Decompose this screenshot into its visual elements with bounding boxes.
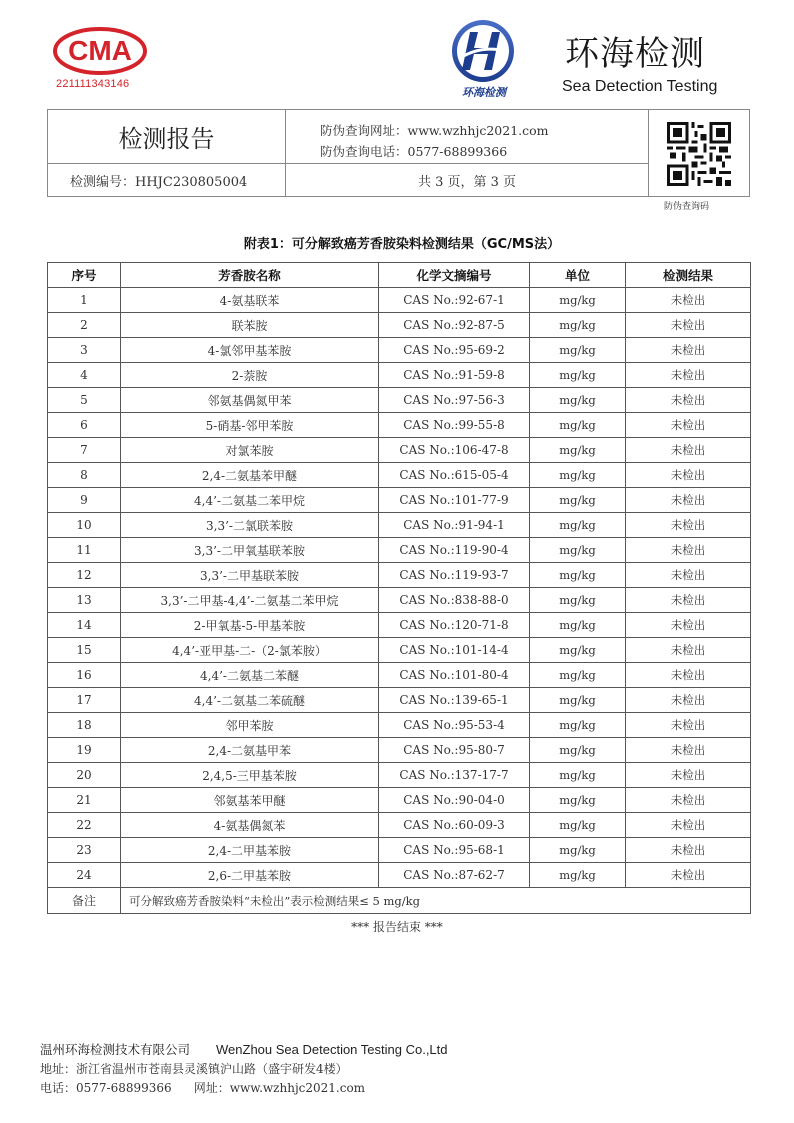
cell-unit: mg/kg <box>530 338 626 363</box>
cell-cas: CAS No.:97-56-3 <box>379 388 530 413</box>
footer-company-en: WenZhou Sea Detection Testing Co.,Ltd <box>216 1042 448 1057</box>
cell-unit: mg/kg <box>530 588 626 613</box>
cell-unit: mg/kg <box>530 713 626 738</box>
report-info-box <box>47 109 750 197</box>
cell-cas: CAS No.:838-88-0 <box>379 588 530 613</box>
cell-no: 3 <box>48 338 121 363</box>
cell-name: 2,4-二甲基苯胺 <box>121 838 379 863</box>
cell-result: 未检出 <box>626 313 751 338</box>
header-no: 序号 <box>48 263 121 288</box>
table-title: 附表1：可分解致癌芳香胺染料检测结果（GC/MS法） <box>243 237 561 252</box>
cell-name: 4-氨基偶氮苯 <box>121 813 379 838</box>
cell-no: 23 <box>48 838 121 863</box>
cell-cas: CAS No.:60-09-3 <box>379 813 530 838</box>
cell-result: 未检出 <box>626 338 751 363</box>
cell-cas: CAS No.:95-80-7 <box>379 738 530 763</box>
cma-number: 221111343146 <box>56 78 130 90</box>
cell-cas: CAS No.:139-65-1 <box>379 688 530 713</box>
cell-cas: CAS No.:106-47-8 <box>379 438 530 463</box>
cell-result: 未检出 <box>626 763 751 788</box>
cell-unit: mg/kg <box>530 488 626 513</box>
cell-name: 2,4,5-三甲基苯胺 <box>121 763 379 788</box>
table-row <box>48 688 751 713</box>
cell-no: 18 <box>48 713 121 738</box>
company-logo-icon <box>450 18 516 84</box>
cell-cas: CAS No.:95-68-1 <box>379 838 530 863</box>
cell-name: 3,3’-二甲基-4,4’-二氨基二苯甲烷 <box>121 588 379 613</box>
cell-no: 12 <box>48 563 121 588</box>
report-number: 检测编号：HHJC230805004 <box>48 164 286 197</box>
cell-unit: mg/kg <box>530 738 626 763</box>
cell-no: 22 <box>48 813 121 838</box>
cell-cas: CAS No.:91-94-1 <box>379 513 530 538</box>
report-end: *** 报告结束 *** <box>351 920 443 934</box>
cell-no: 14 <box>48 613 121 638</box>
cell-result: 未检出 <box>626 438 751 463</box>
anti-fake-phone: 防伪查询电话：0577-68899366 <box>320 144 508 159</box>
cell-no: 16 <box>48 663 121 688</box>
cell-unit: mg/kg <box>530 688 626 713</box>
cell-result: 未检出 <box>626 413 751 438</box>
table-row <box>48 763 751 788</box>
cma-logo <box>52 26 148 76</box>
footer-company-cn: 温州环海检测技术有限公司 <box>40 1042 191 1057</box>
cell-no: 13 <box>48 588 121 613</box>
cell-name: 2,6-二甲基苯胺 <box>121 863 379 888</box>
cell-name: 4,4’-二氨基二苯硫醚 <box>121 688 379 713</box>
footer-website: 网址：www.wzhhjc2021.com <box>193 1081 366 1095</box>
cell-no: 8 <box>48 463 121 488</box>
header-cas: 化学文摘编号 <box>379 263 530 288</box>
cell-no: 5 <box>48 388 121 413</box>
note-label: 备注 <box>48 888 121 914</box>
cell-name: 4-氨基联苯 <box>121 288 379 313</box>
cell-result: 未检出 <box>626 863 751 888</box>
table-row <box>48 288 751 313</box>
header-name: 芳香胺名称 <box>121 263 379 288</box>
cell-name: 邻甲苯胺 <box>121 713 379 738</box>
cell-cas: CAS No.:87-62-7 <box>379 863 530 888</box>
cell-name: 4,4’-二氨基二苯醚 <box>121 663 379 688</box>
cell-unit: mg/kg <box>530 363 626 388</box>
footer-contact <box>40 1079 365 1096</box>
table-row <box>48 338 751 363</box>
cell-result: 未检出 <box>626 813 751 838</box>
cell-result: 未检出 <box>626 563 751 588</box>
header-unit: 单位 <box>530 263 626 288</box>
cell-name: 5-硝基-邻甲苯胺 <box>121 413 379 438</box>
cell-cas: CAS No.:95-53-4 <box>379 713 530 738</box>
cell-unit: mg/kg <box>530 813 626 838</box>
table-row <box>48 638 751 663</box>
anti-fake-url: 防伪查询网址：www.wzhhjc2021.com <box>320 123 549 138</box>
footer-company <box>40 1040 448 1058</box>
cell-name: 3,3’-二氯联苯胺 <box>121 513 379 538</box>
cell-name: 4,4’-二氨基二苯甲烷 <box>121 488 379 513</box>
cell-unit: mg/kg <box>530 763 626 788</box>
table-row <box>48 863 751 888</box>
table-row <box>48 588 751 613</box>
cell-no: 19 <box>48 738 121 763</box>
cma-mark-text: CMA <box>68 35 132 66</box>
cell-cas: CAS No.:95-69-2 <box>379 338 530 363</box>
cell-name: 4-氯邻甲基苯胺 <box>121 338 379 363</box>
cell-result: 未检出 <box>626 838 751 863</box>
cell-cas: CAS No.:120-71-8 <box>379 613 530 638</box>
report-title: 检测报告 <box>48 110 286 164</box>
header-result: 检测结果 <box>626 263 751 288</box>
cell-unit: mg/kg <box>530 388 626 413</box>
cell-result: 未检出 <box>626 738 751 763</box>
table-row <box>48 838 751 863</box>
cell-no: 15 <box>48 638 121 663</box>
cell-no: 7 <box>48 438 121 463</box>
note-text: 可分解致癌芳香胺染料“未检出”表示检测结果≤ 5 mg/kg <box>121 888 751 914</box>
qr-caption: 防伪查询码 <box>664 202 710 212</box>
cell-unit: mg/kg <box>530 513 626 538</box>
cell-no: 21 <box>48 788 121 813</box>
table-row <box>48 313 751 338</box>
cell-unit: mg/kg <box>530 863 626 888</box>
cell-cas: CAS No.:91-59-8 <box>379 363 530 388</box>
footer-phone: 电话：0577-68899366 <box>40 1081 172 1095</box>
cell-result: 未检出 <box>626 588 751 613</box>
table-row <box>48 563 751 588</box>
table-row <box>48 788 751 813</box>
cell-result: 未检出 <box>626 613 751 638</box>
cell-unit: mg/kg <box>530 313 626 338</box>
cell-name: 2-甲氧基-5-甲基苯胺 <box>121 613 379 638</box>
cell-no: 24 <box>48 863 121 888</box>
table-row <box>48 388 751 413</box>
cell-unit: mg/kg <box>530 663 626 688</box>
cell-unit: mg/kg <box>530 438 626 463</box>
cell-result: 未检出 <box>626 713 751 738</box>
cell-unit: mg/kg <box>530 413 626 438</box>
cell-result: 未检出 <box>626 663 751 688</box>
cell-result: 未检出 <box>626 363 751 388</box>
cell-unit: mg/kg <box>530 563 626 588</box>
cell-name: 2,4-二氨基甲苯 <box>121 738 379 763</box>
cell-unit: mg/kg <box>530 463 626 488</box>
cell-cas: CAS No.:92-67-1 <box>379 288 530 313</box>
cell-result: 未检出 <box>626 288 751 313</box>
cell-no: 20 <box>48 763 121 788</box>
cell-result: 未检出 <box>626 463 751 488</box>
qr-code-icon <box>667 122 731 186</box>
table-body <box>48 288 751 888</box>
anti-fake-info <box>286 110 649 164</box>
table-row <box>48 488 751 513</box>
cell-name: 联苯胺 <box>121 313 379 338</box>
note-row <box>48 888 751 914</box>
cell-name: 邻氨基偶氮甲苯 <box>121 388 379 413</box>
cell-name: 邻氨基苯甲醚 <box>121 788 379 813</box>
cell-cas: CAS No.:92-87-5 <box>379 313 530 338</box>
table-row <box>48 538 751 563</box>
cell-no: 11 <box>48 538 121 563</box>
table-row <box>48 463 751 488</box>
table-row <box>48 663 751 688</box>
cell-name: 2,4-二氨基苯甲醚 <box>121 463 379 488</box>
cell-cas: CAS No.:615-05-4 <box>379 463 530 488</box>
cell-no: 17 <box>48 688 121 713</box>
table-row <box>48 613 751 638</box>
brand-name-cn: 环海检测 <box>565 34 705 74</box>
cell-result: 未检出 <box>626 538 751 563</box>
cell-cas: CAS No.:119-90-4 <box>379 538 530 563</box>
table-row <box>48 813 751 838</box>
cell-cas: CAS No.:90-04-0 <box>379 788 530 813</box>
cell-no: 6 <box>48 413 121 438</box>
cell-name: 对氯苯胺 <box>121 438 379 463</box>
cell-unit: mg/kg <box>530 788 626 813</box>
cell-result: 未检出 <box>626 513 751 538</box>
cell-result: 未检出 <box>626 488 751 513</box>
cell-name: 3,3’-二甲基联苯胺 <box>121 563 379 588</box>
table-row <box>48 363 751 388</box>
cell-cas: CAS No.:99-55-8 <box>379 413 530 438</box>
cell-name: 2-萘胺 <box>121 363 379 388</box>
cell-unit: mg/kg <box>530 288 626 313</box>
table-row <box>48 413 751 438</box>
cell-no: 1 <box>48 288 121 313</box>
cell-name: 4,4’-亚甲基-二-（2-氯苯胺） <box>121 638 379 663</box>
cell-unit: mg/kg <box>530 638 626 663</box>
cell-no: 10 <box>48 513 121 538</box>
cell-result: 未检出 <box>626 388 751 413</box>
cell-cas: CAS No.:101-77-9 <box>379 488 530 513</box>
cell-cas: CAS No.:101-80-4 <box>379 663 530 688</box>
cell-unit: mg/kg <box>530 613 626 638</box>
cell-no: 4 <box>48 363 121 388</box>
cell-unit: mg/kg <box>530 838 626 863</box>
table-row <box>48 738 751 763</box>
cell-cas: CAS No.:101-14-4 <box>379 638 530 663</box>
cell-no: 9 <box>48 488 121 513</box>
qr-cell <box>649 110 749 197</box>
cell-cas: CAS No.:119-93-7 <box>379 563 530 588</box>
cell-no: 2 <box>48 313 121 338</box>
table-row <box>48 713 751 738</box>
table-header-row <box>48 263 751 288</box>
footer-address: 地址：浙江省温州市苍南县灵溪镇沪山路（盛宇研发4楼） <box>40 1062 348 1076</box>
cell-result: 未检出 <box>626 688 751 713</box>
cell-name: 3,3’-二甲氧基联苯胺 <box>121 538 379 563</box>
cell-cas: CAS No.:137-17-7 <box>379 763 530 788</box>
cell-result: 未检出 <box>626 788 751 813</box>
cell-unit: mg/kg <box>530 538 626 563</box>
page-count: 共 3 页，第 3 页 <box>286 164 649 197</box>
table-row <box>48 513 751 538</box>
results-table <box>47 262 751 914</box>
brand-name-en: Sea Detection Testing <box>562 78 718 95</box>
cell-result: 未检出 <box>626 638 751 663</box>
logo-caption: 环海检测 <box>462 86 506 99</box>
table-row <box>48 438 751 463</box>
